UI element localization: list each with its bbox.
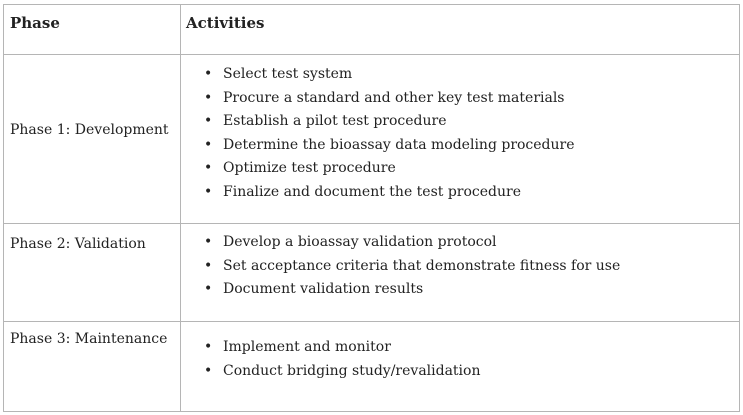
activity-text: Implement and monitor bbox=[223, 339, 391, 355]
bullet-icon: • bbox=[204, 160, 213, 177]
bullet-icon: • bbox=[204, 89, 213, 106]
list-item bbox=[181, 157, 739, 181]
bullet-icon: • bbox=[204, 136, 213, 153]
phase-name-cell: Phase 2: Validation bbox=[4, 224, 181, 322]
activity-text: Optimize test procedure bbox=[223, 160, 396, 177]
list-item bbox=[181, 63, 739, 87]
activities-column-header: Activities bbox=[181, 5, 740, 55]
phase-name-cell: Phase 3: Maintenance bbox=[4, 322, 181, 412]
list-item bbox=[181, 110, 739, 134]
activity-list bbox=[181, 322, 739, 383]
activity-text: Determine the bioassay data modeling procedure bbox=[223, 136, 575, 153]
activities-cell bbox=[181, 55, 740, 224]
list-item bbox=[181, 360, 739, 384]
list-item bbox=[181, 181, 739, 205]
list-item bbox=[181, 255, 739, 279]
activity-text: Set acceptance criteria that demonstrate fitness for use bbox=[223, 257, 621, 274]
phase-activities-table bbox=[3, 4, 740, 412]
activity-text: Procure a standard and other key test materials bbox=[223, 89, 565, 106]
activity-text: Develop a bioassay validation protocol bbox=[223, 234, 497, 250]
list-item bbox=[181, 336, 739, 360]
bullet-icon: • bbox=[204, 183, 213, 200]
activities-cell bbox=[181, 322, 740, 412]
list-item bbox=[181, 231, 739, 255]
list-item bbox=[181, 134, 739, 158]
activity-text: Establish a pilot test procedure bbox=[223, 113, 447, 130]
activity-list bbox=[181, 224, 739, 302]
table-row bbox=[4, 55, 740, 224]
bullet-icon: • bbox=[204, 113, 213, 130]
activity-text: Document validation results bbox=[223, 281, 424, 298]
list-item bbox=[181, 87, 739, 111]
phase-name-cell: Phase 1: Development bbox=[4, 55, 181, 224]
phase-column-header: Phase bbox=[4, 5, 181, 55]
bullet-icon: • bbox=[204, 234, 213, 250]
bullet-icon: • bbox=[204, 339, 213, 355]
activity-text: Finalize and document the test procedure bbox=[223, 183, 522, 200]
activities-cell bbox=[181, 224, 740, 322]
activity-text: Conduct bridging study/revalidation bbox=[223, 362, 481, 379]
table-row bbox=[4, 224, 740, 322]
bullet-icon: • bbox=[204, 362, 213, 379]
bullet-icon: • bbox=[204, 281, 213, 298]
table-row bbox=[4, 322, 740, 412]
activity-text: Select test system bbox=[223, 66, 353, 82]
list-item bbox=[181, 278, 739, 302]
bullet-icon: • bbox=[204, 257, 213, 274]
bullet-icon: • bbox=[204, 66, 213, 82]
activity-list bbox=[181, 55, 739, 205]
table-header-row bbox=[4, 5, 740, 55]
